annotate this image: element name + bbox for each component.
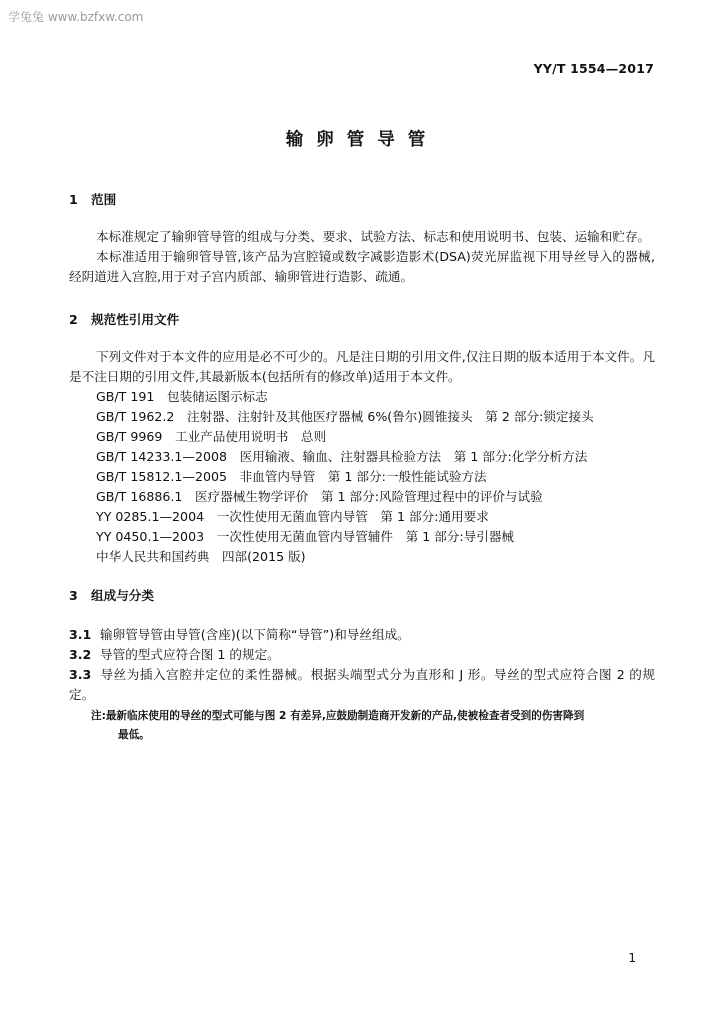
reference-item: GB/T 9969 工业产品使用说明书 总则 <box>96 429 327 444</box>
watermark: 学兔兔 www.bzfxw.com <box>8 10 144 24</box>
note <box>69 707 655 745</box>
clause-3-2 <box>69 645 655 665</box>
clause-number: 3.2 <box>69 647 92 662</box>
scope-paragraph-2: 本标准适用于输卵管导管,该产品为宫腔镜或数字减影造影术(DSA)荧光屏监视下用导丝导入的器械,经阴道进入宫腔,用于对子宫内质部、输卵管进行造影、疏通。 <box>69 249 655 284</box>
page-number: 1 <box>628 951 636 965</box>
clause-text: 导丝为插入宫腔并定位的柔性器械。根据头端型式分为直形和 J 形。导丝的型式应符合图 2 的规定。 <box>69 667 655 702</box>
reference-item: YY 0285.1—2004 一次性使用无菌血管内导管 第 1 部分:通用要求 <box>96 509 489 524</box>
reference-item: GB/T 16886.1 医疗器械生物学评价 第 1 部分:风险管理过程中的评价与试验 <box>96 489 543 504</box>
reference-item: GB/T 15812.1—2005 非血管内导管 第 1 部分:一般性能试验方法 <box>96 469 487 484</box>
clause-number: 3.3 <box>69 667 92 682</box>
note-label: 注: <box>91 710 106 722</box>
section-heading-normative-references <box>69 310 655 330</box>
section-number: 3 <box>69 588 78 603</box>
document-body <box>69 190 655 745</box>
section-number: 1 <box>69 192 78 207</box>
document-title: 输卵管导管 <box>285 130 439 150</box>
references-intro: 下列文件对于本文件的应用是必不可少的。凡是注日期的引用文件,仅注日期的版本适用于本文件。凡是不注日期的引用文件,其最新版本(包括所有的修改单)适用于本文件。 <box>69 349 655 384</box>
reference-item: GB/T 14233.1—2008 医用输液、输血、注射器具检验方法 第 1 部分:化学分析方法 <box>96 449 588 464</box>
section-title: 规范性引用文件 <box>91 312 180 327</box>
clause-text: 输卵管导管由导管(含座)(以下简称“导管”)和导丝组成。 <box>100 627 410 642</box>
clause-3-3 <box>69 665 655 705</box>
note-text-tail: 最低。 <box>118 729 150 741</box>
section-heading-scope <box>69 190 655 210</box>
note-text: 最新临床使用的导丝的型式可能与图 2 有差异,应鼓励制造商开发新的产品,使被检查者受到的伤害降到 <box>105 710 585 722</box>
clause-3-1 <box>69 625 655 645</box>
reference-item: GB/T 1962.2 注射器、注射针及其他医疗器械 6%(鲁尔)圆锥接头 第 2 部分:锁定接头 <box>96 409 594 424</box>
standard-code: YY/T 1554—2017 <box>533 61 654 76</box>
clause-number: 3.1 <box>69 627 92 642</box>
reference-item: 中华人民共和国药典 四部(2015 版) <box>96 549 306 564</box>
reference-item: GB/T 191 包装储运图示标志 <box>96 389 268 404</box>
clause-text: 导管的型式应符合图 1 的规定。 <box>100 647 280 662</box>
section-heading-composition <box>69 586 655 606</box>
section-title: 范围 <box>91 192 117 207</box>
reference-item: YY 0450.1—2003 一次性使用无菌血管内导管辅件 第 1 部分:导引器械 <box>96 529 515 544</box>
section-title: 组成与分类 <box>91 588 154 603</box>
reference-list <box>69 387 655 567</box>
scope-paragraph-1: 本标准规定了输卵管导管的组成与分类、要求、试验方法、标志和使用说明书、包装、运输和贮存。 <box>96 229 651 244</box>
section-number: 2 <box>69 312 78 327</box>
